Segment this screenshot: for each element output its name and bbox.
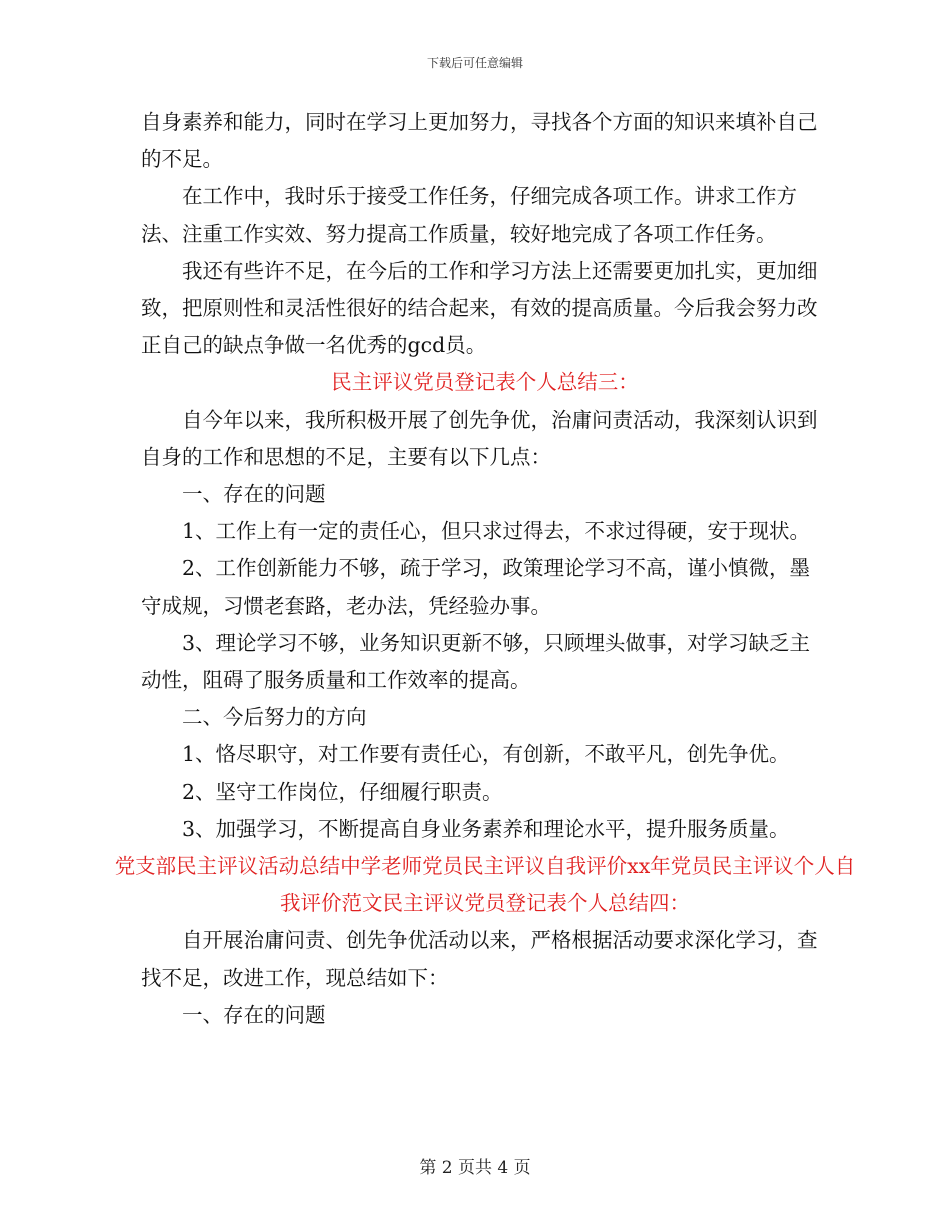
subheading: 一、存在的问题 [182,1002,326,1027]
paragraph: 自身素养和能力，同时在学习上更加努力，寻找各个方面的知识来填补自己的不足。 [141,110,818,172]
list-item: 1、恪尽职守，对工作要有责任心，有创新，不敢平凡，创先争优。 [182,742,790,767]
list-item: 2、工作创新能力不够，疏于学习，政策理论学习不高，谨小慎微，墨守成规，习惯老套路，老办法，凭经验办事。 [141,556,811,618]
list-item: 3、理论学习不够，业务知识更新不够，只顾埋头做事，对学习缺乏主动性，阻碍了服务质量和工作效率的提高。 [141,630,811,693]
paragraph: 自开展治庸问责、创先争优活动以来，严格根据活动要求深化学习，查找不足，改进工作，现总结如下： [141,928,818,990]
paragraph: 自今年以来，我所积极开展了创先争优，治庸问责活动，我深刻认识到自身的工作和思想的不足，主要有以下几点： [141,407,818,469]
document-body [114,104,856,1034]
section-heading: 民主评议党员登记表个人总结三： [331,370,639,395]
list-item: 2、坚守工作岗位，仔细履行职责。 [182,779,503,804]
subheading: 一、存在的问题 [182,482,326,507]
page-header: 下载后可任意编辑 [426,56,523,70]
list-item: 1、工作上有一定的责任心，但只求过得去，不求过得硬，安于现状。 [182,519,811,544]
list-item: 3、加强学习，不断提高自身业务素养和理论水平，提升服务质量。 [182,816,790,841]
section-heading: 党支部民主评议活动总结中学老师党员民主评议自我评价xx年党员民主评议个人自我评价范文民主评议党员登记表个人总结四： [114,854,856,916]
subheading: 二、今后努力的方向 [182,705,367,730]
paragraph: 在工作中，我时乐于接受工作任务，仔细完成各项工作。讲求工作方法、注重工作实效、努力提高工作质量，较好地完成了各项工作任务。 [141,184,797,246]
page-footer: 第 2 页共 4 页 [419,1158,531,1178]
paragraph: 我还有些许不足，在今后的工作和学习方法上还需要更加扎实，更加细致，把原则性和灵活性很好的结合起来，有效的提高质量。今后我会努力改正自己的缺点争做一名优秀的gcd员。 [141,258,818,358]
